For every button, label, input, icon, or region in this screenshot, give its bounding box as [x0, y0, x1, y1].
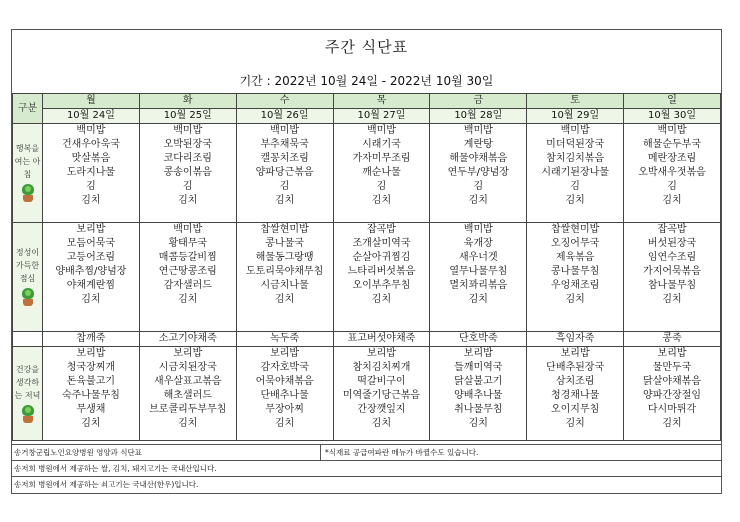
- day-date: 10월 27일: [333, 109, 430, 124]
- menu-item: 고등어조림: [66, 251, 116, 263]
- menu-item: 보리밥: [366, 348, 396, 359]
- section-label-text: 정성이 가득한 점심: [15, 248, 40, 283]
- section-label-text: 행복을 여는 아침: [14, 144, 41, 179]
- menu-item: 해초샐러드: [163, 389, 212, 401]
- menu-item: 김치: [274, 417, 295, 429]
- menu-item: 잡곡밥: [657, 224, 687, 235]
- menu-item: 조개살미역국: [352, 237, 411, 249]
- beef-origin-note: 송저희 병원에서 제공하는 쇠고기는 국내산(한우)입니다.: [14, 480, 199, 489]
- menu-item: 우엉채조림: [550, 279, 600, 291]
- menu-item: 메란장조림: [647, 152, 697, 164]
- potted-plant-icon: [20, 288, 36, 306]
- menu-item: 참나물무침: [647, 279, 697, 291]
- menu-item: 오이부추무침: [352, 279, 411, 291]
- menu-item: 참치김치찌개: [352, 361, 411, 373]
- breakfast-label: [13, 124, 43, 223]
- lunch-menu-cell: [333, 223, 430, 332]
- lunch-menu-cell: [139, 223, 236, 332]
- snack-item: 녹두죽: [236, 332, 333, 347]
- menu-item: 해물순두부국: [643, 138, 702, 150]
- menu-item: 보리밥: [657, 348, 687, 359]
- menu-item: 미더덕된장국: [546, 138, 605, 150]
- day-date: 10월 30일: [624, 109, 721, 124]
- menu-item: 김치: [662, 417, 682, 429]
- menu-item: 김: [667, 180, 677, 192]
- menu-item: 멸치꽈리볶음: [449, 279, 508, 291]
- menu-item: 청국장찌개: [66, 361, 116, 373]
- menu-item: 새우너겟: [458, 251, 498, 263]
- dinner-menu-cell: [43, 347, 140, 441]
- menu-item: 김치: [468, 417, 488, 429]
- menu-item: 김치: [468, 194, 488, 206]
- menu-item: 다시마튀각: [647, 403, 697, 415]
- period-text: 기간 : 2022년 10월 24일 - 2022년 10월 30일: [239, 74, 494, 88]
- menu-item: 도라지나물: [66, 166, 116, 178]
- hospital-note: 송거창군립노인요양병원 영양과 식단표: [14, 448, 142, 457]
- snack-label-cell: [13, 332, 43, 347]
- menu-item: 매콤등갈비찜: [158, 251, 217, 263]
- dinner-menu-cell: [333, 347, 430, 441]
- menu-item: 김치: [178, 293, 198, 305]
- menu-item: 백미밥: [463, 125, 493, 136]
- menu-item: 가지어묵볶음: [643, 265, 702, 277]
- menu-item: 단배추된장국: [546, 361, 605, 373]
- menu-item: 오징어무국: [550, 237, 600, 249]
- menu-item: 김치: [274, 194, 295, 206]
- menu-item: 오박된장국: [163, 138, 212, 150]
- day-name: 월: [43, 94, 140, 109]
- menu-item: 김: [376, 180, 387, 192]
- menu-item: 모듬어묵국: [66, 237, 116, 249]
- menu-item: 깨순나물: [362, 166, 401, 178]
- menu-item: 순살아귀찜김: [352, 251, 411, 263]
- menu-item: 김: [279, 180, 290, 192]
- menu-item: 백미밥: [76, 125, 106, 136]
- menu-item: 김치: [81, 293, 101, 305]
- day-date: 10월 28일: [430, 109, 527, 124]
- menu-item: 어묵야채볶음: [255, 375, 314, 387]
- menu-item: 시래기국: [362, 138, 401, 150]
- menu-item: 백미밥: [270, 125, 300, 136]
- menu-item: 미역줄기당근볶음: [342, 389, 421, 401]
- breakfast-menu-cell: [527, 124, 624, 223]
- snack-item: 단호박죽: [430, 332, 527, 347]
- menu-item: 양파당근볶음: [255, 166, 314, 178]
- dinner-menu-cell: [527, 347, 624, 441]
- snack-item: 찹깨죽: [43, 332, 140, 347]
- menu-item: 보리밥: [463, 348, 493, 359]
- lunch-row: [13, 223, 721, 332]
- dinner-menu-cell: [624, 347, 721, 441]
- menu-item: 양배추찜/양념장: [55, 265, 127, 277]
- day-name: 일: [624, 94, 721, 109]
- lunch-menu-cell: [624, 223, 721, 332]
- menu-item: 김치: [565, 293, 585, 305]
- breakfast-menu-cell: [139, 124, 236, 223]
- menu-item: 느타리버섯볶음: [347, 265, 416, 277]
- footer-row: [12, 444, 721, 460]
- day-date: 10월 26일: [236, 109, 333, 124]
- origin-note: 송저희 병원에서 제공하는 쌀, 김치, 돼지고기는 국내산입니다.: [14, 464, 217, 473]
- menu-item: 시금치나물: [260, 279, 309, 291]
- snack-item: 흑임자죽: [527, 332, 624, 347]
- menu-item: 숙주나물무침: [61, 389, 120, 401]
- day-name: 금: [430, 94, 527, 109]
- day-header-row: [13, 94, 721, 109]
- menu-item: 임연수조림: [647, 251, 697, 263]
- menu-item: 계란탕: [463, 138, 493, 150]
- weekly-menu-table: [12, 93, 721, 441]
- menu-item: 캘꽁치조림: [260, 152, 309, 164]
- page-title: 주간 식단표: [324, 38, 409, 56]
- menu-item: 시래기된장나물: [541, 166, 609, 178]
- breakfast-menu-cell: [430, 124, 527, 223]
- menu-item: 김: [473, 180, 484, 192]
- dinner-label: [13, 347, 43, 441]
- menu-item: 제육볶음: [555, 251, 595, 263]
- menu-item: 백미밥: [366, 125, 396, 136]
- day-name: 화: [139, 94, 236, 109]
- menu-item: 황태무국: [168, 237, 208, 249]
- menu-item: 간장깻잎지: [357, 403, 406, 415]
- menu-item: 콩나물무침: [550, 265, 600, 277]
- snack-item: 콩죽: [624, 332, 721, 347]
- menu-item: 보리밥: [560, 348, 590, 359]
- menu-item: 육개장: [463, 237, 493, 249]
- menu-item: 김치: [178, 194, 198, 206]
- menu-sheet: [11, 29, 722, 494]
- menu-item: 맛살볶음: [71, 152, 111, 164]
- dinner-menu-cell: [236, 347, 333, 441]
- lunch-menu-cell: [236, 223, 333, 332]
- menu-item: 해물야채볶음: [449, 152, 508, 164]
- menu-item: 백미밥: [657, 125, 687, 136]
- menu-item: 참치김치볶음: [546, 152, 605, 164]
- snack-item: 소고기야채죽: [139, 332, 236, 347]
- menu-item: 청경채나물: [550, 389, 600, 401]
- lunch-label: [13, 223, 43, 332]
- supply-note: *식재료 공급여파란 메뉴가 바뀔수도 있습니다.: [325, 448, 479, 457]
- menu-item: 연두부/양념장: [447, 166, 509, 178]
- menu-item: 건새우아욱국: [61, 138, 120, 150]
- breakfast-menu-cell: [236, 124, 333, 223]
- menu-item: 김: [86, 180, 96, 192]
- footer-row: [12, 460, 721, 476]
- potted-plant-icon: [20, 184, 36, 202]
- dinner-menu-cell: [139, 347, 236, 441]
- menu-item: 김치: [81, 417, 101, 429]
- menu-item: 부추채묵국: [260, 138, 309, 150]
- day-date: 10월 24일: [43, 109, 140, 124]
- menu-item: 닭살야채볶음: [643, 375, 702, 387]
- menu-item: 보리밥: [76, 224, 106, 235]
- menu-item: 김: [570, 180, 580, 192]
- menu-item: 보리밥: [270, 348, 300, 359]
- menu-item: 브로콜리두부무침: [149, 403, 227, 415]
- menu-item: 김치: [81, 194, 101, 206]
- menu-item: 양파간장절임: [643, 389, 702, 401]
- day-name: 토: [527, 94, 624, 109]
- day-date: 10월 25일: [139, 109, 236, 124]
- menu-item: 버섯된장국: [647, 237, 697, 249]
- breakfast-row: [13, 124, 721, 223]
- menu-item: 시금치된장국: [158, 361, 217, 373]
- footer-notes: [12, 444, 721, 492]
- lunch-menu-cell: [527, 223, 624, 332]
- lunch-menu-cell: [43, 223, 140, 332]
- menu-item: 감자호박국: [260, 361, 309, 373]
- breakfast-menu-cell: [43, 124, 140, 223]
- menu-item: 보리밥: [173, 348, 203, 359]
- menu-item: 취나물무침: [454, 403, 503, 415]
- footer-row: [12, 476, 721, 492]
- menu-item: 코다리조림: [163, 152, 212, 164]
- menu-item: 백미밥: [173, 125, 203, 136]
- menu-item: 김치: [371, 194, 392, 206]
- menu-item: 연근땅콩조림: [158, 265, 217, 277]
- date-row: [13, 109, 721, 124]
- menu-item: 김치: [565, 417, 585, 429]
- menu-item: 떡갈비구이: [357, 375, 406, 387]
- menu-item: 단배추나물: [260, 389, 309, 401]
- day-name: 수: [236, 94, 333, 109]
- menu-item: 잡곡밥: [366, 224, 396, 235]
- menu-item: 김치: [274, 293, 295, 305]
- menu-item: 김: [182, 180, 193, 192]
- menu-item: 해물동그랑땡: [255, 251, 314, 263]
- menu-item: 김치: [371, 293, 392, 305]
- menu-item: 찹쌀현미밥: [260, 224, 309, 235]
- menu-item: 삼치조림: [555, 375, 595, 387]
- menu-item: 감자샐러드: [163, 279, 212, 291]
- dinner-row: [13, 347, 721, 441]
- potted-plant-icon: [20, 405, 36, 423]
- lunch-menu-cell: [430, 223, 527, 332]
- menu-item: 들깨미역국: [454, 361, 503, 373]
- day-name: 목: [333, 94, 430, 109]
- menu-item: 가자미무조림: [352, 152, 411, 164]
- menu-item: 김치: [468, 293, 488, 305]
- menu-item: 찹쌀현미밥: [550, 224, 600, 235]
- menu-item: 열무나물무침: [449, 265, 508, 277]
- menu-item: 야채계란찜: [66, 279, 116, 291]
- menu-item: 도토리묵야채무침: [245, 265, 324, 277]
- menu-item: 오박새우젓볶음: [638, 166, 706, 178]
- day-date: 10월 29일: [527, 109, 624, 124]
- menu-item: 새우살표고볶음: [153, 375, 222, 387]
- menu-item: 보리밥: [76, 348, 106, 359]
- menu-item: 양배추나물: [454, 389, 503, 401]
- menu-item: 김치: [662, 194, 682, 206]
- menu-item: 백미밥: [173, 224, 203, 235]
- menu-item: 김치: [178, 417, 198, 429]
- snack-item: 표고버섯야채죽: [333, 332, 430, 347]
- menu-item: 닭살불고기: [454, 375, 503, 387]
- menu-item: 백미밥: [463, 224, 493, 235]
- menu-item: 김치: [662, 293, 682, 305]
- menu-item: 오이지무침: [550, 403, 600, 415]
- snack-row: [13, 332, 721, 347]
- menu-item: 김치: [371, 417, 392, 429]
- menu-item: 무장아찌: [265, 403, 304, 415]
- dinner-menu-cell: [430, 347, 527, 441]
- section-label-text: 건강을 생각하는 저녁: [14, 364, 41, 400]
- breakfast-menu-cell: [333, 124, 430, 223]
- menu-item: 물만두국: [652, 361, 692, 373]
- breakfast-menu-cell: [624, 124, 721, 223]
- menu-item: 콩나물국: [265, 237, 304, 249]
- menu-item: 콩송이볶음: [163, 166, 212, 178]
- menu-item: 백미밥: [560, 125, 590, 136]
- menu-item: 김치: [565, 194, 585, 206]
- header-label: 구분: [13, 94, 43, 124]
- menu-item: 돈육불고기: [66, 375, 116, 387]
- menu-item: 무생채: [76, 403, 106, 415]
